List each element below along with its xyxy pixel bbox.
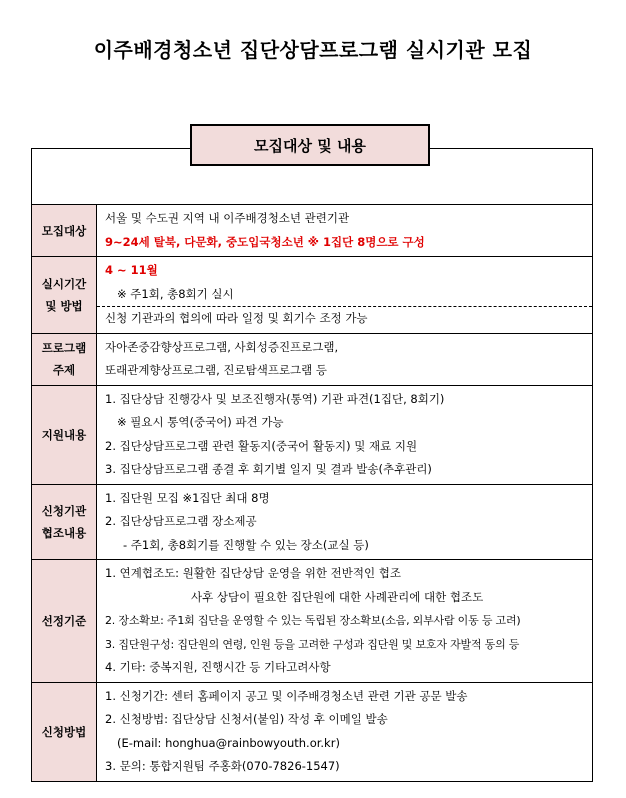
row-content xyxy=(97,484,593,560)
table-row xyxy=(32,333,593,385)
row-label-line: 지원내용 xyxy=(41,427,87,442)
content-line: 2. 집단상담프로그램 장소제공 xyxy=(105,514,257,528)
row-label-line: 주제 xyxy=(52,363,76,377)
row-label xyxy=(32,682,97,781)
page-title: 이주배경청소년 집단상담프로그램 실시기관 모집 xyxy=(93,38,533,62)
row-label xyxy=(32,385,97,484)
row-content xyxy=(97,205,593,257)
table-row xyxy=(32,484,593,560)
content-line: 2. 장소확보: 주1회 집단을 운영할 수 있는 독립된 장소확보(소음, 외부사람 이동 등 고려) xyxy=(105,614,521,627)
content-line: 4 ~ 11월 xyxy=(105,263,158,277)
content-line: 자아존중감향상프로그램, 사회성증진프로그램, xyxy=(105,339,339,354)
content-line: (E-mail: honghua@rainbowyouth.or.kr) xyxy=(117,735,340,750)
row-label-line: 모집대상 xyxy=(41,223,87,238)
row-label xyxy=(32,560,97,683)
content-line: 또래관계향상프로그램, 진로탐색프로그램 등 xyxy=(105,363,328,377)
section-header xyxy=(190,124,430,166)
table-row xyxy=(32,560,593,683)
row-label-line: 프로그램 xyxy=(41,341,87,355)
content-line: 9~24세 탈북, 다문화, 중도입국청소년 ※ 1집단 8명으로 구성 xyxy=(105,234,425,249)
content-line: - 주1회, 총8회기를 진행할 수 있는 장소(교실 등) xyxy=(123,537,369,552)
row-content xyxy=(97,333,593,385)
content-line: 1. 연계협조도: 원활한 집단상담 운영을 위한 전반적인 협조 xyxy=(105,566,401,580)
row-content xyxy=(97,560,593,683)
content-line: 2. 집단상담프로그램 관련 활동지(중국어 활동지) 및 재료 지원 xyxy=(105,438,418,453)
content-line: ※ 주1회, 총8회기 실시 xyxy=(117,286,234,301)
content-line: 사후 상담이 필요한 집단원에 대한 사례관리에 대한 협조도 xyxy=(191,589,484,604)
row-label-line: 신청기관 xyxy=(41,503,87,518)
row-label xyxy=(32,257,97,334)
section-header-label: 모집대상 및 내용 xyxy=(254,136,366,155)
table-row xyxy=(32,682,593,781)
recruitment-table xyxy=(31,204,593,782)
recruitment-table-body xyxy=(32,205,593,782)
content-line: 3. 집단원구성: 집단원의 연령, 인원 등을 고려한 구성과 집단원 및 보호자 자발적 동의 등 xyxy=(105,637,520,651)
row-label-line: 신청방법 xyxy=(41,724,87,739)
content-line: 3. 집단상담프로그램 종결 후 회기별 일지 및 결과 발송(추후관리) xyxy=(105,462,432,476)
row-label xyxy=(32,484,97,560)
row-label xyxy=(32,333,97,385)
row-label-line: 및 방법 xyxy=(45,298,83,313)
content-line: 서울 및 수도권 지역 내 이주배경청소년 관련기관 xyxy=(105,211,350,225)
table-row xyxy=(32,257,593,334)
row-label-line: 선정기준 xyxy=(41,613,87,628)
row-label-line: 실시기간 xyxy=(41,276,87,291)
content-line: ※ 필요시 통역(중국어) 파견 가능 xyxy=(117,415,284,429)
row-content xyxy=(97,257,593,334)
content-line: 3. 문의: 통합지원팀 주홍화(070-7826-1547) xyxy=(105,759,340,773)
content-line: 1. 집단원 모집 ※1집단 최대 8명 xyxy=(105,490,270,505)
row-content xyxy=(97,385,593,484)
table-row xyxy=(32,385,593,484)
content-line: 신청 기관과의 협의에 따라 일정 및 회기수 조정 가능 xyxy=(97,306,592,331)
row-content xyxy=(97,682,593,781)
content-line: 4. 기타: 중복지원, 진행시간 등 기타고려사항 xyxy=(105,660,331,674)
content-line: 1. 신청기간: 센터 홈페이지 공고 및 이주배경청소년 관련 기관 공문 발송 xyxy=(105,688,468,703)
content-line: 2. 신청방법: 집단상담 신청서(붙임) 작성 후 이메일 발송 xyxy=(105,712,388,726)
table-row xyxy=(32,205,593,257)
content-line: 1. 집단상담 진행강사 및 보조진행자(통역) 기관 파견(1집단, 8회기) xyxy=(105,391,445,406)
row-label xyxy=(32,205,97,257)
row-label-line: 협조내용 xyxy=(41,525,87,540)
